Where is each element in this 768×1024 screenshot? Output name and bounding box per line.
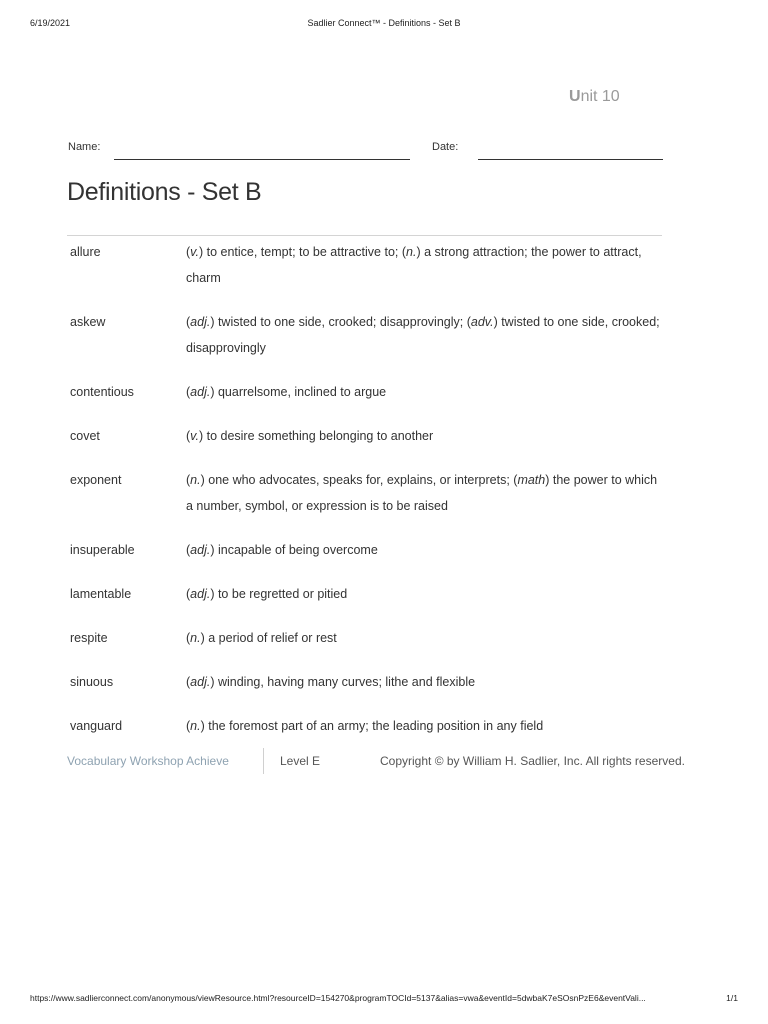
page-title: Definitions - Set B bbox=[67, 178, 262, 206]
term: allure bbox=[70, 245, 101, 259]
name-label: Name: bbox=[68, 141, 101, 153]
term: covet bbox=[70, 429, 100, 443]
definition-text: ( bbox=[186, 315, 191, 329]
definition-text: ) a strong attraction; the power to attract, charm bbox=[186, 245, 642, 285]
part-of-speech: math bbox=[517, 473, 546, 487]
definition-text: ) twisted to one side, crooked; disapprovingly bbox=[186, 315, 660, 355]
part-of-speech: v. bbox=[190, 429, 199, 443]
term: respite bbox=[70, 631, 108, 645]
page-count: 1/1 bbox=[726, 993, 738, 1003]
definition-entry bbox=[70, 582, 670, 626]
part-of-speech: n. bbox=[190, 719, 201, 733]
date-label: Date: bbox=[432, 141, 459, 153]
definition-text: ( bbox=[186, 631, 191, 645]
name-line bbox=[114, 159, 410, 160]
term: contentious bbox=[70, 385, 134, 399]
term: insuperable bbox=[70, 543, 135, 557]
part-of-speech: n. bbox=[190, 631, 201, 645]
definition-entry bbox=[70, 310, 670, 380]
definition bbox=[186, 310, 666, 361]
print-header bbox=[30, 18, 738, 32]
term: askew bbox=[70, 315, 106, 329]
print-url: https://www.sadlierconnect.com/anonymous/viewResource.html?resourceID=154270&programTOCId=5137&alias=vwa&eventId=5dwbaK7eSOsnPzE6&eventVali... bbox=[30, 993, 646, 1003]
definition-text: ( bbox=[186, 719, 191, 733]
definition-entry bbox=[70, 240, 670, 310]
part-of-speech: v. bbox=[190, 245, 199, 259]
definition-entry bbox=[70, 424, 670, 468]
term: sinuous bbox=[70, 675, 114, 689]
part-of-speech: adj. bbox=[190, 587, 211, 601]
unit-label-rest: nit 10 bbox=[580, 88, 620, 105]
definition bbox=[186, 714, 666, 740]
definition-text: ) to entice, tempt; to be attractive to; ( bbox=[198, 245, 407, 259]
definition-entry bbox=[70, 380, 670, 424]
definition-text: ) to be regretted or pitied bbox=[210, 587, 348, 601]
definition-text: ) the power to which a number, symbol, or expression is to be raised bbox=[186, 473, 658, 513]
definition-text: ) twisted to one side, crooked; disapprovingly; ( bbox=[210, 315, 471, 329]
definition-entry bbox=[70, 538, 670, 582]
definition-entry bbox=[70, 468, 670, 538]
unit-label bbox=[569, 88, 620, 106]
print-date: 6/19/2021 bbox=[30, 18, 71, 28]
part-of-speech: adj. bbox=[190, 543, 211, 557]
term: lamentable bbox=[70, 587, 132, 601]
print-document-title: Sadlier Connect™ - Definitions - Set B bbox=[307, 18, 461, 28]
print-footer bbox=[30, 993, 738, 1007]
definition-text: ) a period of relief or rest bbox=[200, 631, 337, 645]
definition bbox=[186, 424, 666, 450]
part-of-speech: adj. bbox=[190, 315, 211, 329]
part-of-speech: n. bbox=[190, 473, 201, 487]
definition-entry bbox=[70, 670, 670, 714]
definition-text: ) the foremost part of an army; the leading position in any field bbox=[200, 719, 544, 733]
definition-text: ( bbox=[186, 429, 191, 443]
definition-text: ( bbox=[186, 587, 191, 601]
definition bbox=[186, 670, 666, 696]
part-of-speech: n. bbox=[406, 245, 417, 259]
definition bbox=[186, 380, 666, 406]
definition-text: ) one who advocates, speaks for, explains, or interprets; ( bbox=[200, 473, 518, 487]
definition-entry bbox=[70, 626, 670, 670]
definition bbox=[186, 582, 666, 608]
definition-text: ( bbox=[186, 473, 191, 487]
definition bbox=[186, 626, 666, 652]
definition-text: ( bbox=[186, 543, 191, 557]
definition-text: ( bbox=[186, 385, 191, 399]
definition-text: ( bbox=[186, 245, 191, 259]
part-of-speech: adj. bbox=[190, 675, 211, 689]
footer-divider bbox=[263, 748, 264, 774]
level-label: Level E bbox=[280, 754, 321, 768]
definition-text: ) quarrelsome, inclined to argue bbox=[210, 385, 387, 399]
part-of-speech: adj. bbox=[190, 385, 211, 399]
definition-text: ) incapable of being overcome bbox=[210, 543, 378, 557]
definitions-list bbox=[70, 240, 670, 758]
title-divider bbox=[67, 235, 662, 236]
term: vanguard bbox=[70, 719, 123, 733]
date-line bbox=[478, 159, 663, 160]
definition-text: ) winding, having many curves; lithe and flexible bbox=[210, 675, 476, 689]
unit-label-initial: U bbox=[569, 88, 581, 105]
page-footer bbox=[67, 748, 707, 774]
copyright-text: Copyright © by William H. Sadlier, Inc. All rights reserved. bbox=[380, 754, 685, 768]
program-link[interactable]: Vocabulary Workshop Achieve bbox=[67, 754, 229, 768]
definition-text: ( bbox=[186, 675, 191, 689]
part-of-speech: adv. bbox=[470, 315, 494, 329]
definition bbox=[186, 538, 666, 564]
term: exponent bbox=[70, 473, 122, 487]
definition bbox=[186, 468, 666, 519]
definition bbox=[186, 240, 666, 291]
definition-text: ) to desire something belonging to another bbox=[198, 429, 434, 443]
